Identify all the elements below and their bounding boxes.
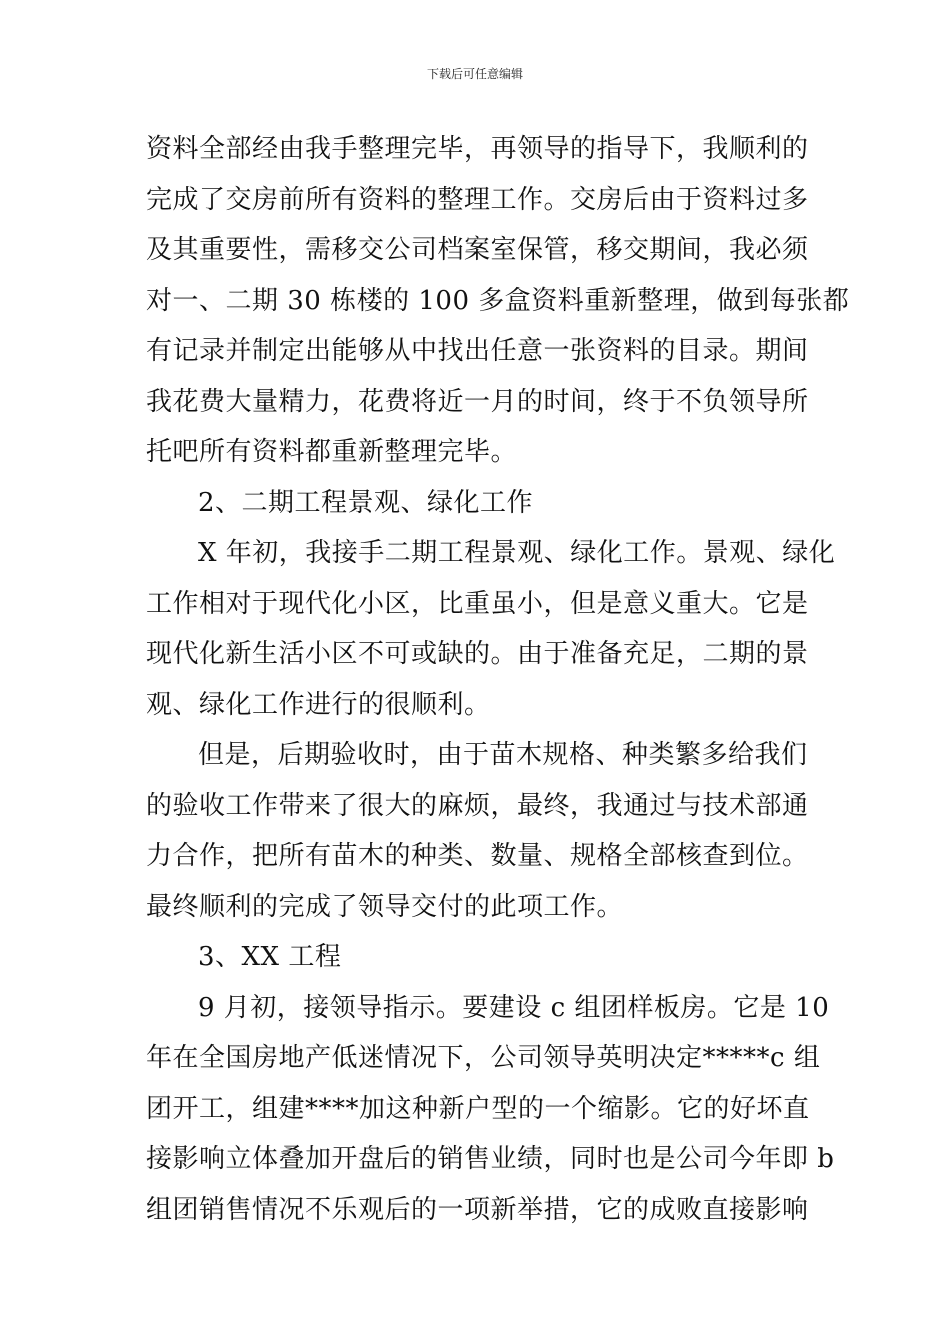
section-heading: 3、XX 工程 <box>198 942 342 972</box>
section-heading: 2、二期工程景观、绿化工作 <box>198 487 534 518</box>
text-line: 完成了交房前所有资料的整理工作。交房后由于资料过多 <box>146 184 809 215</box>
paragraph-first-line: 但是，后期验收时，由于苗木规格、种类繁多给我们 <box>198 740 808 770</box>
text-line: 年在全国房地产低迷情况下，公司领导英明决定*****c 组 <box>146 1043 821 1073</box>
document-body <box>146 124 850 1235</box>
text-line: 团开工，组建****加这种新户型的一个缩影。它的好坏直 <box>146 1093 810 1124</box>
text-line: 最终顺利的完成了领导交付的此项工作。 <box>146 891 624 922</box>
text-line: 对一、二期 30 栋楼的 100 多盒资料重新整理，做到每张都 <box>146 285 850 316</box>
text-line: 有记录并制定出能够从中找出任意一张资料的目录。期间 <box>146 336 809 366</box>
text-line: 及其重要性，需移交公司档案室保管，移交期间，我必须 <box>146 235 809 265</box>
text-line: 托吧所有资料都重新整理完毕。 <box>146 437 518 467</box>
text-line: 观、绿化工作进行的很顺利。 <box>146 689 491 720</box>
text-line: 我花费大量精力，花费将近一月的时间，终于不负领导所 <box>146 386 809 417</box>
text-line: 现代化新生活小区不可或缺的。由于准备充足，二期的景 <box>146 639 809 669</box>
text-line: 接影响立体叠加开盘后的销售业绩，同时也是公司今年即 b <box>146 1144 835 1174</box>
text-line: 的验收工作带来了很大的麻烦，最终，我通过与技术部通 <box>146 790 809 821</box>
paragraph-first-line: X 年初，我接手二期工程景观、绿化工作。景观、绿化 <box>198 538 836 568</box>
text-line: 资料全部经由我手整理完毕，再领导的指导下，我顺利的 <box>146 134 809 164</box>
paragraph-first-line: 9 月初，接领导指示。要建设 c 组团样板房。它是 10 <box>198 992 830 1023</box>
text-line: 组团销售情况不乐观后的一项新举措，它的成败直接影响 <box>146 1194 809 1225</box>
page-header: 下载后可任意编辑 <box>426 67 523 81</box>
text-line: 力合作，把所有苗木的种类、数量、规格全部核查到位。 <box>146 841 809 871</box>
text-line: 工作相对于现代化小区，比重虽小，但是意义重大。它是 <box>146 588 809 619</box>
